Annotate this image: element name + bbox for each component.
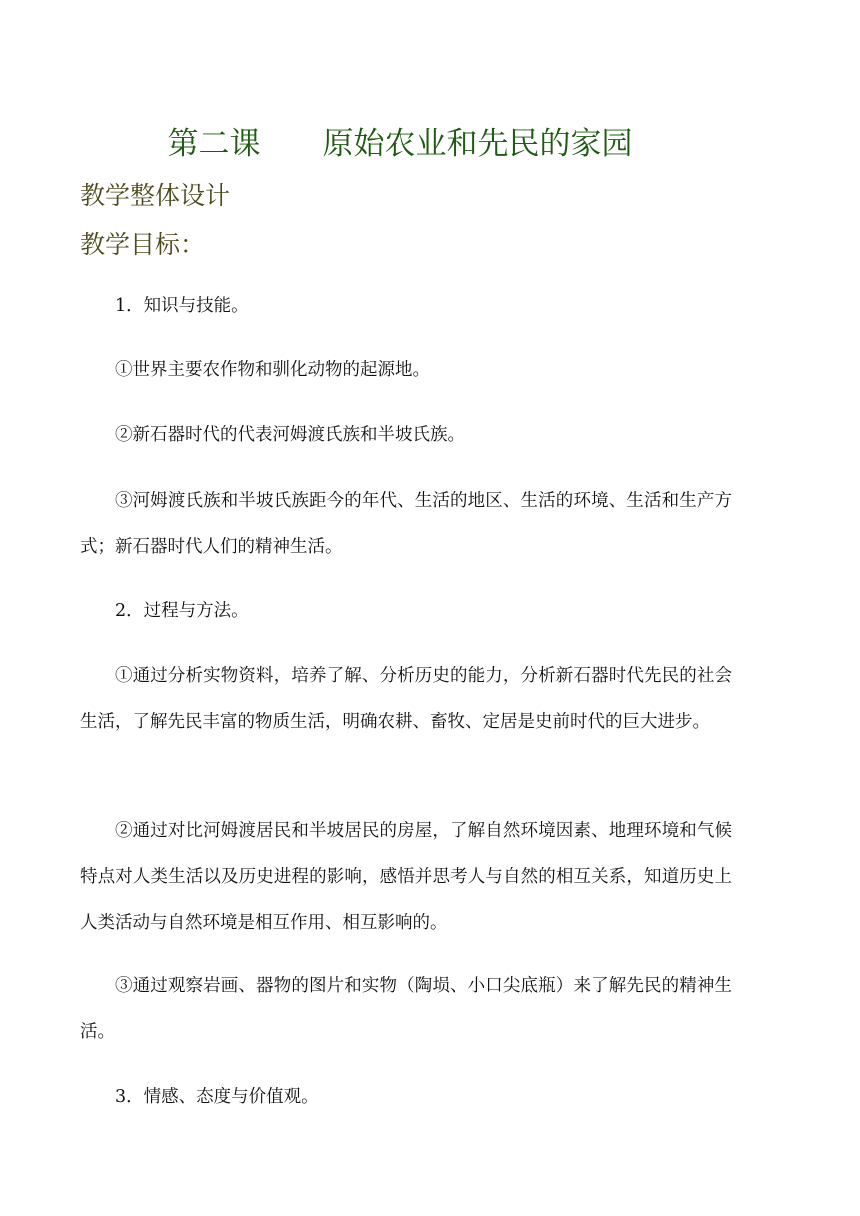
paragraph-emotion-values: 3．情感、态度与价值观。 <box>115 1087 319 1107</box>
paragraph-process-method: 2．过程与方法。 <box>115 601 249 621</box>
paragraph-spiritual-life: ③通过观察岩画、器物的图片和实物（陶埙、小口尖底瓶）来了解先民的精神生活。 <box>80 976 732 1042</box>
paragraph-material-analysis: ①通过分析实物资料，培养了解、分析历史的能力，分析新石器时代先民的社会生活，了解先民丰富的物质生活，明确农耕、畜牧、定居是史前时代的巨大进步。 <box>80 666 732 732</box>
section-heading-design: 教学整体设计 <box>80 181 231 210</box>
paragraph-representative-clans: ②新石器时代的代表河姆渡氏族和半坡氏族。 <box>115 425 465 445</box>
paragraph-clan-life: ③河姆渡氏族和半坡氏族距今的年代、生活的地区、生活的环境、生活和生产方式；新石器时代人们的精神生活。 <box>80 491 732 557</box>
paragraph-house-comparison: ②通过对比河姆渡居民和半坡居民的房屋，了解自然环境因素、地理环境和气候特点对人类生活以及历史进程的影响，感悟并思考人与自然的相互关系，知道历史上人类活动与自然环境是相互作用、相互影响的。 <box>80 821 732 933</box>
paragraph-knowledge-skills: 1．知识与技能。 <box>115 296 249 316</box>
lesson-title: 第二课 原始农业和先民的家园 <box>167 126 633 162</box>
paragraph-crop-origins: ①世界主要农作物和驯化动物的起源地。 <box>115 360 430 380</box>
section-heading-goals: 教学目标： <box>80 230 206 259</box>
